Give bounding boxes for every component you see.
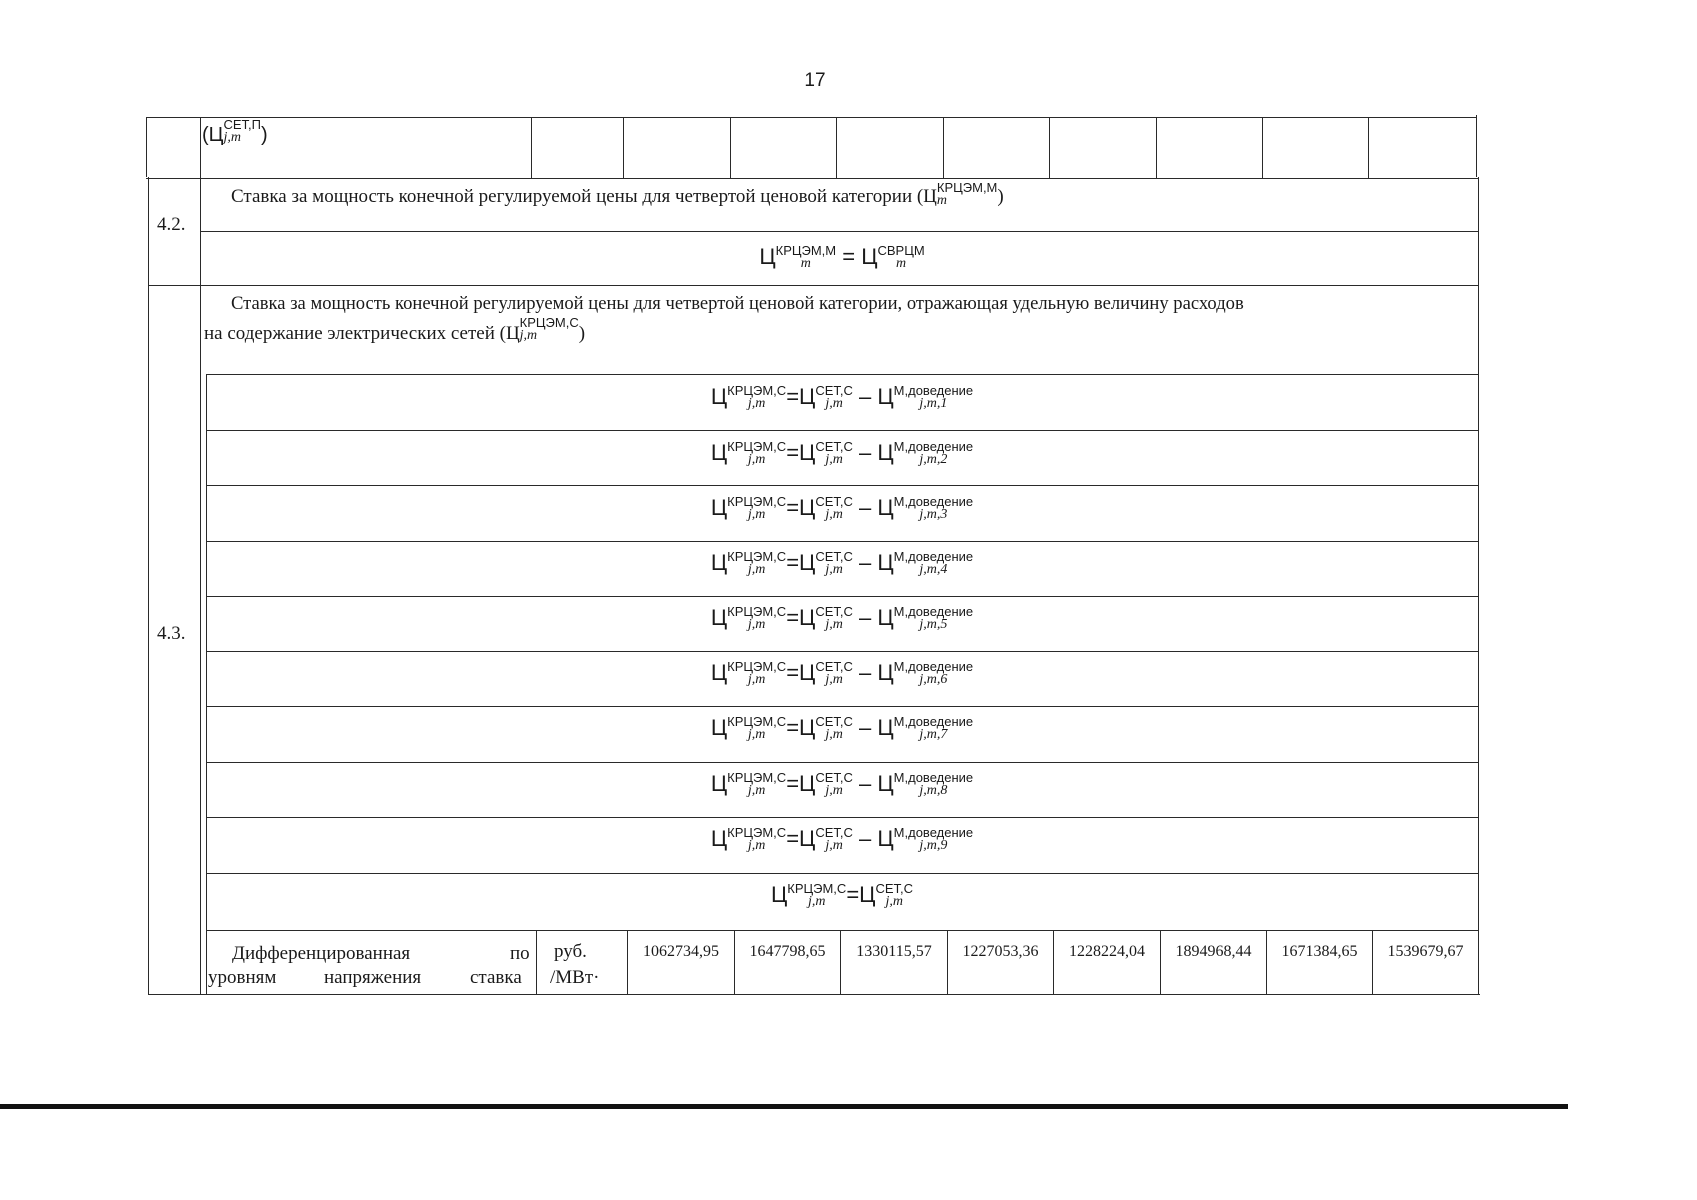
rate-value: 1671384,65 [1281, 943, 1358, 960]
section-4-2-formula: Ц КРЦЭМ,М m = Ц СВРЦМ m [759, 243, 925, 271]
top-row-formula: (Ц СЕТ,П j,m ) [202, 117, 268, 146]
formula-row-5: Ц КРЦЭМ,С j,m =Ц СЕТ,С j,m – Ц М,доведение j,m,5 [710, 604, 974, 632]
formula-row-1: Ц КРЦЭМ,С j,m =Ц СЕТ,С j,m – Ц М,доведение j,m,1 [710, 383, 974, 411]
formula-row-4: Ц КРЦЭМ,С j,m =Ц СЕТ,С j,m – Ц М,доведение j,m,4 [710, 549, 974, 577]
rate-value: 1228224,04 [1069, 943, 1145, 960]
section-4-3-heading-line2: на содержание электрических сетей (Ц КРЦЭМ,С j,m ) [204, 315, 586, 344]
section-4-3-heading-line1: Ставка за мощность конечной регулируемой цены для четвертой ценовой категории, отражающая удельную величину расходов [231, 293, 1244, 314]
formula-row-9: Ц КРЦЭМ,С j,m =Ц СЕТ,С j,m – Ц М,доведение j,m,9 [710, 825, 974, 853]
formula-final: Ц КРЦЭМ,С j,m =Ц СЕТ,С j,m [770, 881, 914, 909]
rate-value: 1539679,67 [1387, 943, 1464, 960]
section-4-2-heading: Ставка за мощность конечной регулируемой цены для четвертой ценовой категории (Ц КРЦЭМ,М m ) [231, 180, 1004, 208]
formula-row-2: Ц КРЦЭМ,С j,m =Ц СЕТ,С j,m – Ц М,доведение j,m,2 [710, 439, 974, 467]
diff-label-word: Дифференцированная [232, 943, 411, 964]
scan-edge-bar [0, 1104, 1568, 1109]
unit-label: /МВт· [550, 967, 600, 988]
section-4-3-number: 4.3. [157, 623, 186, 644]
diff-label-word: ставка [470, 967, 522, 988]
rate-value: 1647798,65 [749, 943, 826, 960]
rate-value: 1227053,36 [962, 943, 1039, 960]
rate-value: 1062734,95 [643, 943, 719, 960]
section-4-2-number: 4.2. [157, 214, 186, 235]
formula-row-3: Ц КРЦЭМ,С j,m =Ц СЕТ,С j,m – Ц М,доведение j,m,3 [710, 494, 974, 522]
rate-value: 1894968,44 [1175, 943, 1252, 960]
formula-row-7: Ц КРЦЭМ,С j,m =Ц СЕТ,С j,m – Ц М,доведение j,m,7 [710, 714, 974, 742]
diff-label-word: уровням [208, 967, 277, 988]
formula-row-8: Ц КРЦЭМ,С j,m =Ц СЕТ,С j,m – Ц М,доведение j,m,8 [710, 770, 974, 798]
rate-value: 1330115,57 [856, 943, 932, 960]
unit-label: руб. [554, 941, 587, 962]
diff-label-word: по [510, 943, 530, 964]
formula-row-6: Ц КРЦЭМ,С j,m =Ц СЕТ,С j,m – Ц М,доведение j,m,6 [710, 659, 974, 687]
page-number: 17 [804, 70, 826, 91]
diff-label-word: напряжения [324, 967, 422, 988]
